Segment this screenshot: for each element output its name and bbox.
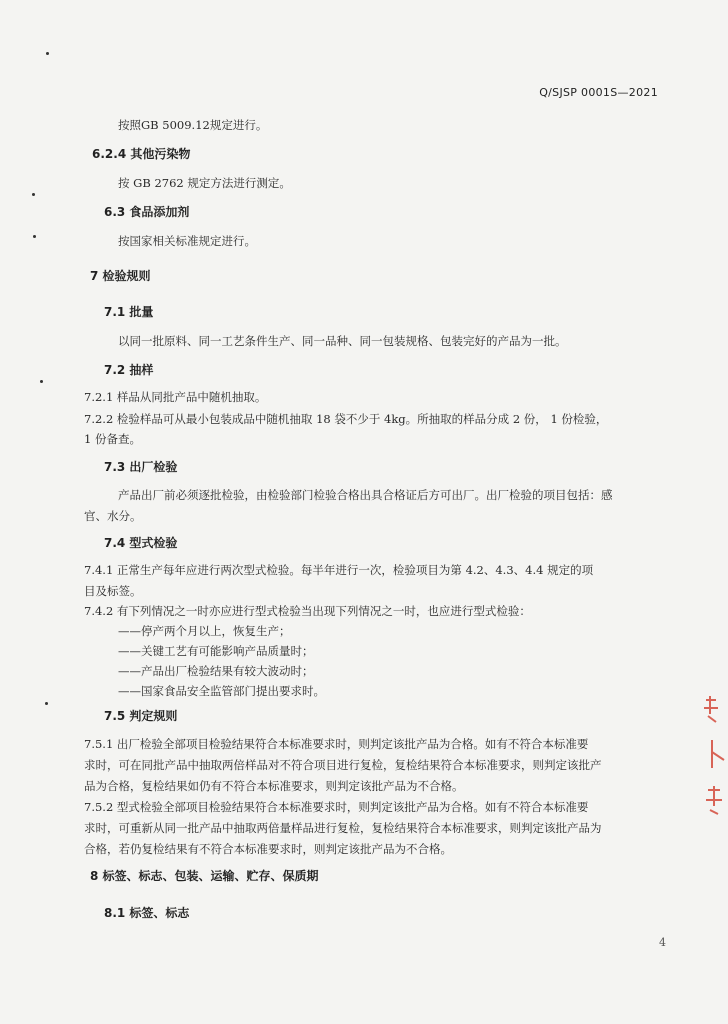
list-item: ——国家食品安全监管部门提出要求时。 — [118, 684, 325, 698]
chapter-heading: 7 检验规则 — [90, 269, 151, 283]
scan-speck — [33, 235, 36, 238]
paragraph-text: 7.4.2 有下列情况之一时亦应进行型式检验当出现下列情况之一时，也应进行型式检验： — [84, 604, 531, 618]
paragraph-text: 求时，可在同批产品中抽取两倍样品对不符合项目进行复检，复检结果符合本标准要求，则判定该批产 — [84, 758, 602, 772]
scan-speck — [32, 193, 35, 196]
document-code: Q/SJSP 0001S—2021 — [539, 86, 658, 99]
page-number: 4 — [659, 936, 666, 949]
paragraph-text: 以同一批原料、同一工艺条件生产、同一品种、同一包装规格、包装完好的产品为一批。 — [118, 334, 567, 348]
paragraph-text: 7.5.1 出厂检验全部项目检验结果符合本标准要求时，则判定该批产品为合格。如有不符合本标准要 — [84, 737, 589, 751]
scan-speck — [40, 380, 43, 383]
paragraph-text: 目及标签。 — [84, 584, 142, 598]
section-heading: 7.5 判定规则 — [104, 709, 178, 723]
paragraph-text: 7.5.2 型式检验全部项目检验结果符合本标准要求时，则判定该批产品为合格。如有不符合本标准要 — [84, 800, 589, 814]
section-heading: 7.4 型式检验 — [104, 536, 178, 550]
list-item: ——关键工艺有可能影响产品质量时； — [118, 644, 314, 658]
paragraph-text: 按照GB 5009.12规定进行。 — [118, 118, 268, 132]
paragraph-text: 品为合格，复检结果如仍有不符合本标准要求，则判定该批产品为不合格。 — [84, 779, 464, 793]
section-heading: 7.1 批量 — [104, 305, 154, 319]
section-heading: 6.2.4 其他污染物 — [92, 147, 191, 161]
paragraph-text: 按国家相关标准规定进行。 — [118, 234, 256, 248]
list-item: ——停产两个月以上，恢复生产； — [118, 624, 291, 638]
paragraph-text: 合格，若仍复检结果有不符合本标准要求时，则判定该批产品为不合格。 — [84, 842, 452, 856]
chapter-heading: 8 标签、标志、包装、运输、贮存、保质期 — [90, 869, 319, 883]
paragraph-text: 7.4.1 正常生产每年应进行两次型式检验。每半年进行一次，检验项目为第 4.2、4.3、4.4 规定的项 — [84, 563, 594, 577]
list-item: ——产品出厂检验结果有较大波动时； — [118, 664, 314, 678]
scan-speck — [46, 52, 49, 55]
paragraph-text: 7.2.2 检验样品可从最小包装成品中随机抽取 18 袋不少于 4kg。所抽取的样品分成 2 份， 1 份检验， — [84, 412, 608, 426]
paragraph-text: 产品出厂前必须逐批检验，由检验部门检验合格出具合格证后方可出厂。出厂检验的项目包括：感 — [118, 488, 613, 502]
paragraph-text: 求时，可重新从同一批产品中抽取两倍量样品进行复检，复检结果符合本标准要求，则判定该批产品为 — [84, 821, 602, 835]
scan-speck — [45, 702, 48, 705]
seal-stamp — [698, 690, 728, 840]
paragraph-text: 7.2.1 样品从同批产品中随机抽取。 — [84, 390, 267, 404]
section-heading: 8.1 标签、标志 — [104, 906, 190, 920]
paragraph-text: 官、水分。 — [84, 509, 142, 523]
section-heading: 6.3 食品添加剂 — [104, 205, 190, 219]
section-heading: 7.2 抽样 — [104, 363, 154, 377]
paragraph-text: 按 GB 2762 规定方法进行测定。 — [118, 176, 291, 190]
section-heading: 7.3 出厂检验 — [104, 460, 178, 474]
paragraph-text: 1 份备查。 — [84, 432, 141, 446]
